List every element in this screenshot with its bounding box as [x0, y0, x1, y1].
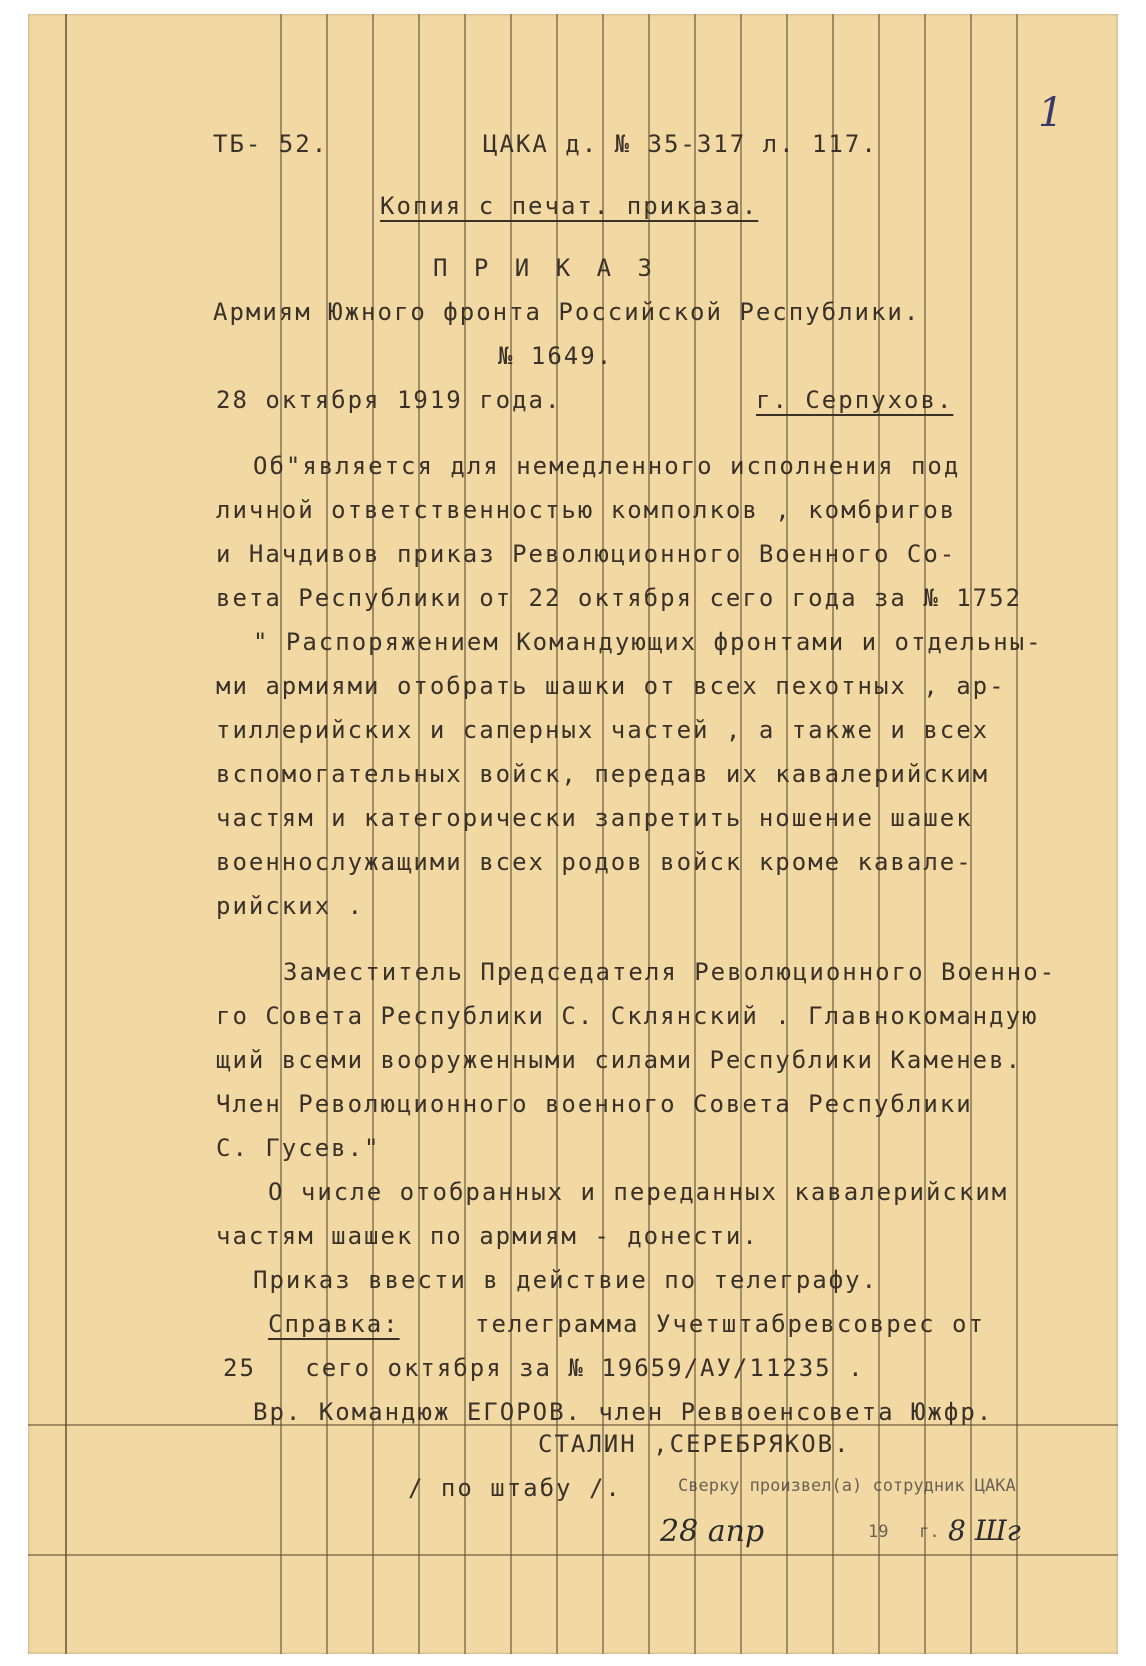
- rule-line: [28, 1554, 1118, 1556]
- body-line: тиллерийских и саперных частей , а также и всех: [216, 716, 990, 744]
- grid-line: [1016, 14, 1018, 1654]
- body-line: вета Республики от 22 октября сего года за № 1752: [216, 584, 1023, 612]
- archive-reference: ЦАКА д. № 35-317 л. 117.: [483, 130, 878, 158]
- body-line: С. Гусев.": [216, 1134, 381, 1162]
- order-place: г. Серпухов.: [756, 386, 954, 414]
- archive-code: ТБ- 52.: [213, 130, 329, 158]
- page-number: 1: [1038, 90, 1064, 136]
- signature-line: СТАЛИН ,СЕРЕБРЯКОВ.: [538, 1430, 851, 1458]
- order-number: № 1649.: [498, 342, 614, 370]
- copy-note: Копия с печат. приказа.: [380, 192, 759, 220]
- stamp-year: 19 г.: [868, 1522, 940, 1542]
- body-line: ми армиями отобрать шашки от всех пехотных , ар-: [216, 672, 1006, 700]
- document-sheet: [28, 14, 1118, 1654]
- body-line: щий всеми вооруженными силами Республики Каменев.: [216, 1046, 1023, 1074]
- stamp-handwritten-date: 28 апр: [660, 1514, 765, 1549]
- body-line: частям шашек по армиям - донести.: [216, 1222, 759, 1250]
- body-line: частям и категорически запретить ношение шашек: [216, 804, 973, 832]
- body-line: военнослужащими всех родов войск кроме кавале-: [216, 848, 973, 876]
- reference-label: Справка:: [268, 1310, 400, 1338]
- body-line: О числе отобранных и переданных кавалерийским: [268, 1178, 1009, 1206]
- left-margin-line: [65, 14, 67, 1654]
- reference-text: 25 сего октября за № 19659/АУ/11235 .: [223, 1354, 865, 1382]
- verification-stamp: Сверку произвел(а) сотрудник ЦАКА: [678, 1476, 1016, 1496]
- reference-text: телеграмма Учетштабревсоврес от: [475, 1310, 985, 1338]
- body-line: вспомогательных войск, передав их кавалерийским: [216, 760, 990, 788]
- body-line: личной ответственностью комполков , комбригов: [216, 496, 957, 524]
- signature-line: Вр. Командюж ЕГОРОВ. член Реввоенсовета Южфр.: [253, 1398, 994, 1426]
- body-line: " Распоряжением Командующих фронтами и отдельны-: [253, 628, 1043, 656]
- body-line: Приказ ввести в действие по телеграфу.: [253, 1266, 879, 1294]
- footer-note: / по штабу /.: [408, 1474, 622, 1502]
- body-line: Заместитель Председателя Революционного Военно-: [283, 958, 1057, 986]
- body-line: и Начдивов приказ Революционного Военного Со-: [216, 540, 957, 568]
- body-line: Член Революционного военного Совета Республики: [216, 1090, 973, 1118]
- document-subtitle: Армиям Южного фронта Российской Республики.: [213, 298, 921, 326]
- body-line: го Совета Республики С. Склянский . Главнокомандую: [216, 1002, 1039, 1030]
- body-line: Об"является для немедленного исполнения под: [253, 452, 961, 480]
- order-date: 28 октября 1919 года.: [216, 386, 562, 414]
- document-title: П Р И К А З: [433, 254, 658, 282]
- body-line: рийских .: [216, 892, 365, 920]
- stamp-signature: 8 Шг: [948, 1514, 1021, 1547]
